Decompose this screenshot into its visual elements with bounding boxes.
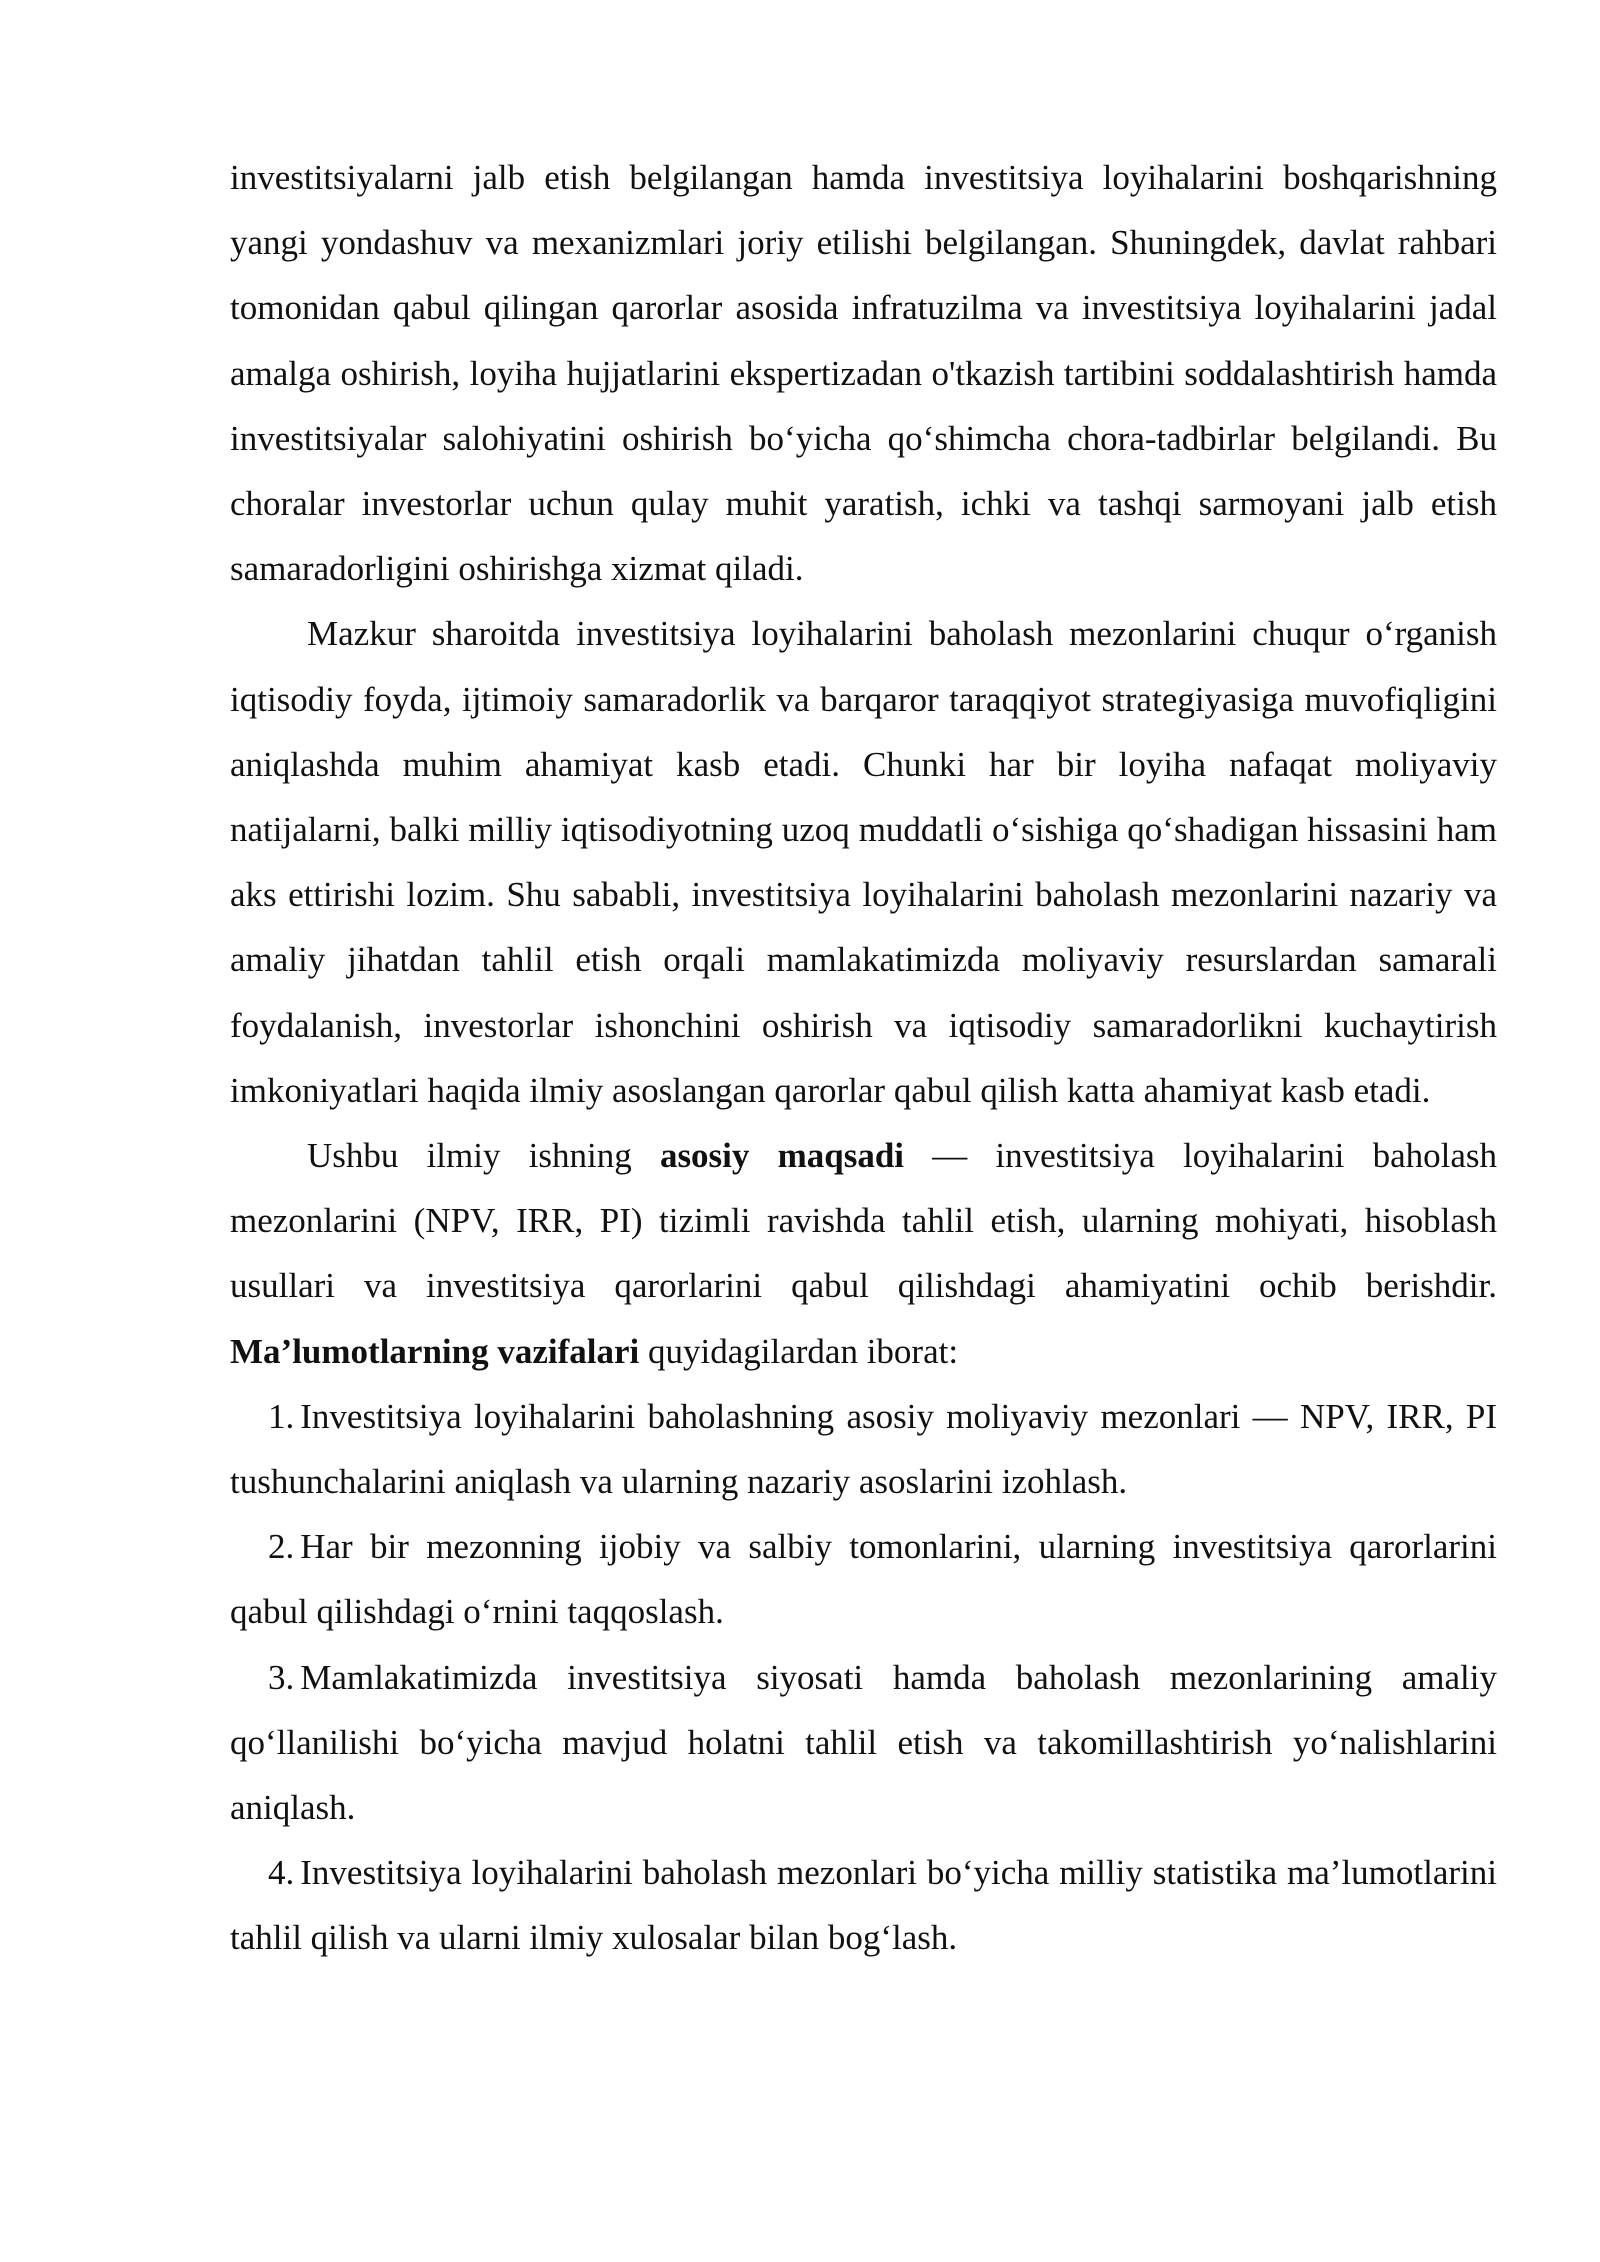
list-item bbox=[230, 1384, 1497, 1514]
list-item-text: Mamlakatimizda investitsiya siyosati hamda baholash mezonlarining amaliy qo‘llanilishi bo‘yicha mavjud holatni tahlil etish va takomillashtirish yo‘nalishlarini aniqlash. bbox=[230, 1657, 1497, 1828]
aim-lead-text: Ushbu ilmiy ishning bbox=[307, 1136, 660, 1176]
list-item bbox=[230, 1645, 1497, 1841]
list-item-number: 2. bbox=[268, 1527, 295, 1567]
list-item-text: Investitsiya loyihalarini baholashning asosiy moliyaviy mezonlari — NPV, IRR, PI tushunchalarini aniqlash va ularning nazariy asoslarini izohlash. bbox=[230, 1396, 1497, 1502]
aim-tail-text: quyidagilardan iborat: bbox=[639, 1331, 959, 1371]
list-item-text: Har bir mezonning ijobiy va salbiy tomonlarini, ularning investitsiya qarorlarini qabul qilishdagi o‘rnini taqqoslash. bbox=[230, 1527, 1497, 1632]
paragraph-context: Mazkur sharoitda investitsiya loyihalarini baholash mezonlarini chuqur o‘rganish iqtisodiy foyda, ijtimoiy samaradorlik va barqaror taraqqiyot strategiyasiga muvofiqligini aniqlashda muhim ahamiyat kasb etadi. Chunki har bir loyiha nafaqat moliyaviy natijalarni, balki milliy iqtisodiyotning uzoq muddatli o‘sishiga qo‘shadigan hissasini ham aks ettirishi lozim. Shu sababli, investitsiya loyihalarini baholash mezonlarini nazariy va amaliy jihatdan tahlil etish orqali mamlakatimizda moliyaviy resurslardan samarali foydalanish, investorlar ishonchini oshirish va iqtisodiy samaradorlikni kuchaytirish imkoniyatlari haqida ilmiy asoslangan qarorlar qabul qilish katta ahamiyat kasb etadi. bbox=[230, 614, 1497, 1110]
tasks-bold-term: Ma’lumotlarning vazifalari bbox=[230, 1331, 640, 1371]
list-item bbox=[230, 1840, 1497, 1970]
aim-bold-term: asosiy maqsadi bbox=[659, 1136, 905, 1176]
aim-middle-text: — investitsiya loyihalarini baholash mezonlarini (NPV, IRR, PI) tizimli ravishda tahlil etish, ularning mohiyati, hisoblash usullari va investitsiya qarorlarini qabul qilishdagi ahamiyatini ochib berishdir. bbox=[230, 1136, 1497, 1306]
list-item bbox=[230, 1514, 1497, 1644]
paragraph-continuation: investitsiyalarni jalb etish belgilangan hamda investitsiya loyihalarini boshqarishning yangi yondashuv va mexanizmlari joriy etilishi belgilangan. Shuningdek, davlat rahbari tomonidan qabul qilingan qarorlar asosida infratuzilma va investitsiya loyihalarini jadal amalga oshirish, loyiha hujjatlarini ekspertizadan o'tkazish tartibini soddalashtirish hamda investitsiyalar salohiyatini oshirish bo‘yicha qo‘shimcha chora-tadbirlar belgilandi. Bu choralar investorlar uchun qulay muhit yaratish, ichki va tashqi sarmoyani jalb etish samaradorligini oshirishga xizmat qiladi. bbox=[230, 158, 1497, 589]
document-page bbox=[230, 145, 1497, 1971]
list-item-text: Investitsiya loyihalarini baholash mezonlari bo‘yicha milliy statistika ma’lumotlarini tahlil qilish va ularni ilmiy xulosalar bilan bog‘lash. bbox=[230, 1853, 1497, 1958]
paragraph-aim bbox=[230, 1123, 1497, 1384]
list-item-number: 1. bbox=[268, 1396, 295, 1436]
list-item-number: 4. bbox=[268, 1853, 295, 1893]
list-item-number: 3. bbox=[268, 1657, 295, 1697]
